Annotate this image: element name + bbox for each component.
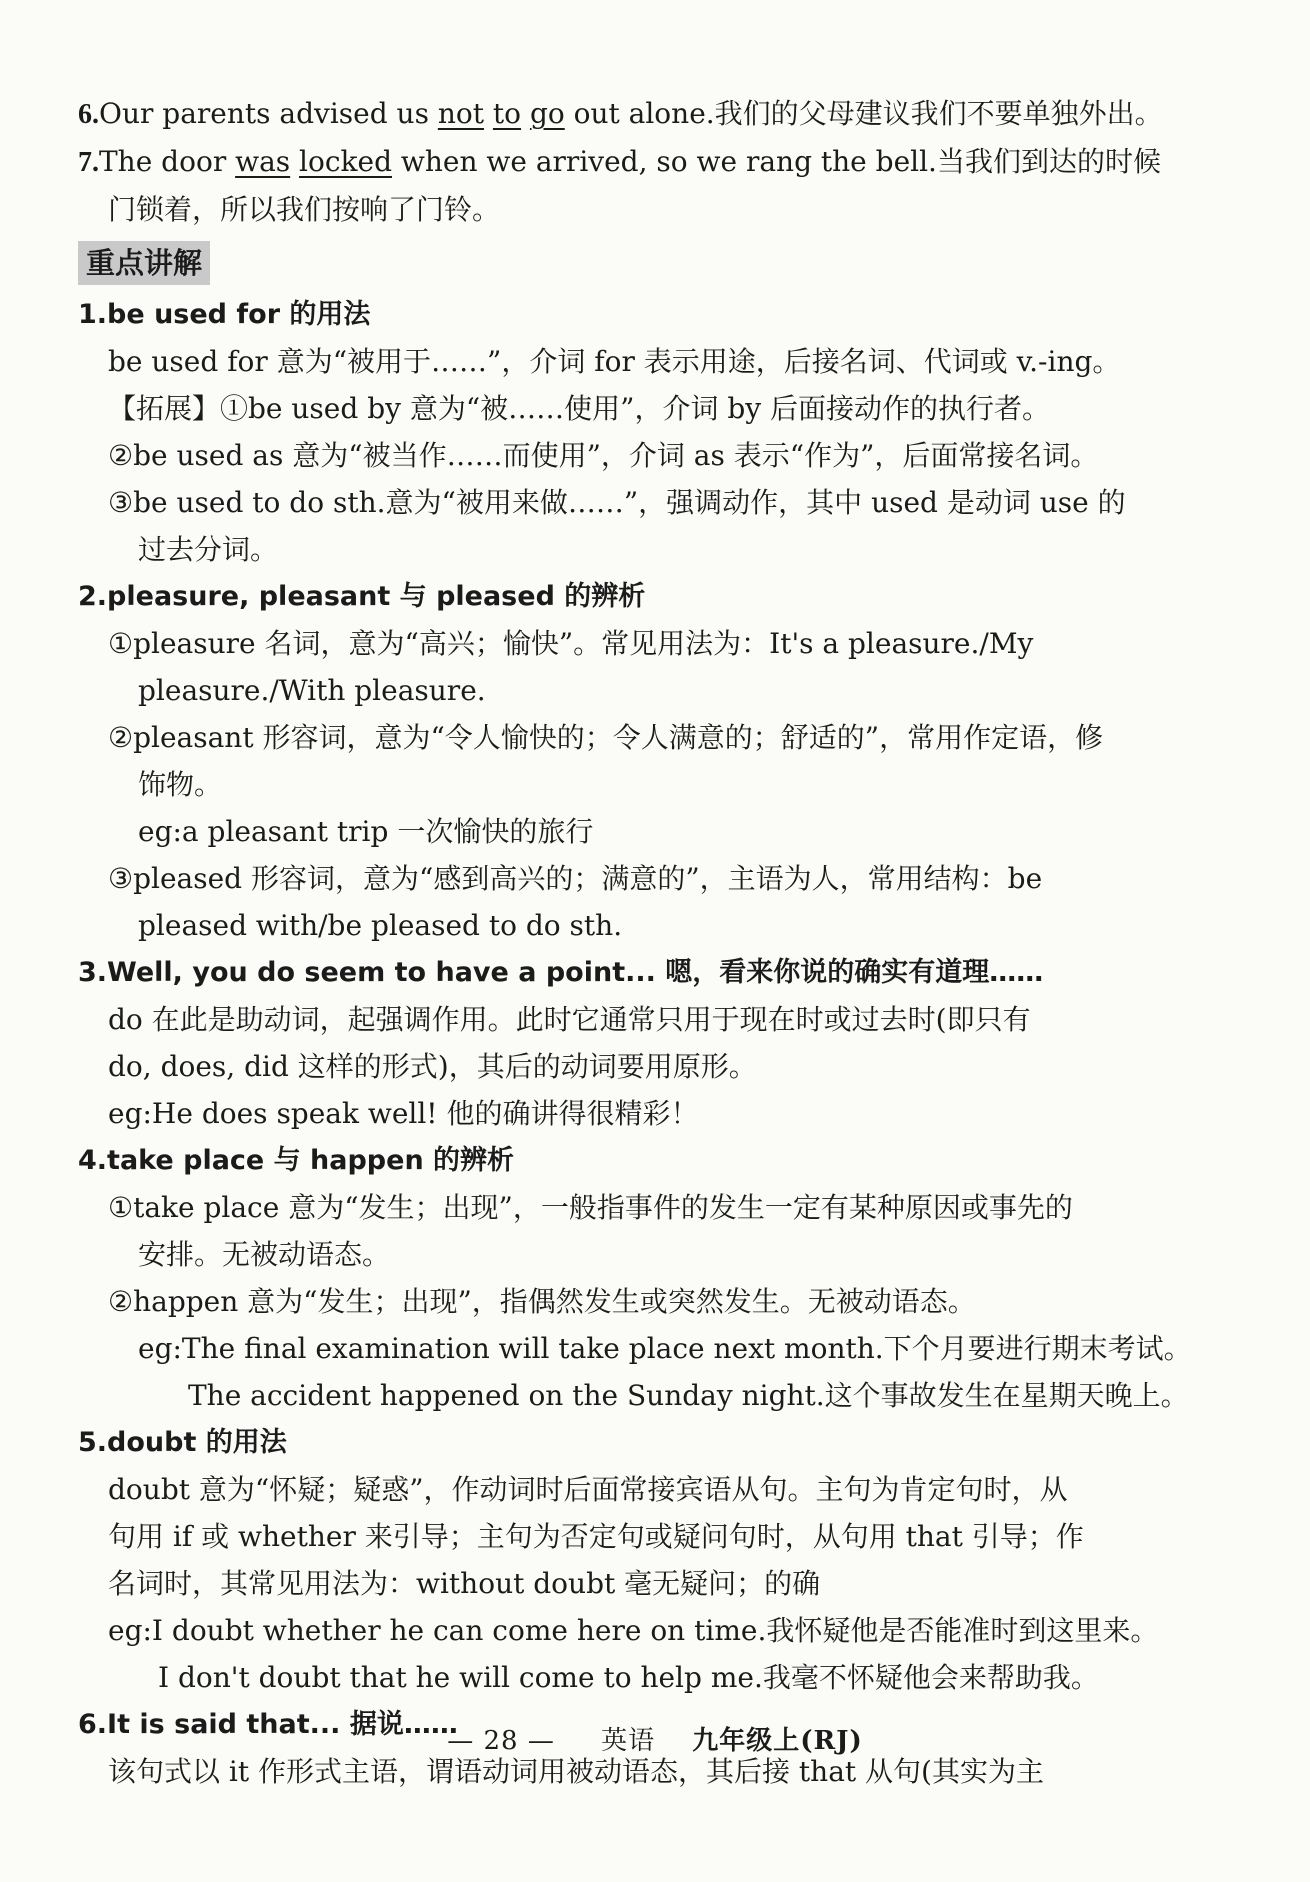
- subject-label: 英语: [601, 1726, 656, 1756]
- point-1-title: 1.be used for 的用法: [78, 299, 371, 330]
- point-5-title: 5.doubt 的用法: [78, 1427, 287, 1458]
- page-number: — 28 —: [447, 1726, 555, 1756]
- grade-label: 九年级上(RJ): [692, 1726, 863, 1756]
- sentence-7: 7.The door was locked when we arrived, so we rang the bell.当我们到达的时候: [78, 145, 1161, 178]
- point-2-a-cont: pleasure./With pleasure.: [138, 674, 486, 707]
- point-4-example-2: The accident happened on the Sunday night.这个事故发生在星期天晚上。: [188, 1379, 1189, 1412]
- point-2-c-cont: pleased with/be pleased to do sth.: [138, 909, 623, 942]
- point-5-example-1: eg:I doubt whether he can come here on time.我怀疑他是否能准时到这里来。: [108, 1614, 1159, 1647]
- point-2-example: eg:a pleasant trip 一次愉快的旅行: [138, 815, 594, 848]
- point-2-title: 2.pleasure, pleasant 与 pleased 的辨析: [78, 581, 646, 612]
- point-1-ext3-cont: 过去分词。: [138, 533, 279, 566]
- point-3-example: eg:He does speak well! 他的确讲得很精彩！: [108, 1097, 699, 1130]
- point-4-example-1: eg:The final examination will take place next month.下个月要进行期末考试。: [138, 1332, 1192, 1365]
- point-1-body: be used for 意为“被用于……”，介词 for 表示用途，后接名词、代词或 v.-ing。: [108, 345, 1121, 378]
- point-5-body-2: 句用 if 或 whether 来引导；主句为否定句或疑问句时，从句用 that 引导；作: [108, 1520, 1084, 1553]
- point-6-body: 该句式以 it 作形式主语，谓语动词用被动语态，其后接 that 从句(其实为主: [108, 1755, 1044, 1788]
- point-4-a-cont: 安排。无被动语态。: [138, 1238, 391, 1271]
- point-5-body: doubt 意为“怀疑；疑惑”，作动词时后面常接宾语从句。主句为肯定句时，从: [108, 1473, 1068, 1506]
- point-6-title: 6.It is said that... 据说……: [78, 1709, 458, 1740]
- point-5-example-2: I don't doubt that he will come to help me.我毫不怀疑他会来帮助我。: [158, 1661, 1099, 1694]
- point-4-b: ②happen 意为“发生；出现”，指偶然发生或突然发生。无被动语态。: [108, 1285, 976, 1318]
- page-footer: [0, 1720, 1310, 1757]
- point-4-title: 4.take place 与 happen 的辨析: [78, 1145, 515, 1176]
- page-body: [78, 90, 1208, 1795]
- point-1-ext3: ③be used to do sth.意为“被用来做……”，强调动作，其中 used 是动词 use 的: [108, 486, 1126, 519]
- point-3-title: 3.Well, you do seem to have a point... 嗯，看来你说的确实有道理……: [78, 957, 1044, 988]
- point-2-b: ②pleasant 形容词，意为“令人愉快的；令人满意的；舒适的”，常用作定语，修: [108, 721, 1104, 754]
- point-1-ext1: 【拓展】①be used by 意为“被……使用”，介词 by 后面接动作的执行者。: [108, 392, 1051, 425]
- point-1-ext2: ②be used as 意为“被当作……而使用”，介词 as 表示“作为”，后面常接名词。: [108, 439, 1099, 472]
- section-title: 重点讲解: [78, 241, 210, 285]
- sentence-7-cont: 门锁着，所以我们按响了门铃。: [108, 193, 501, 226]
- point-3-body: do 在此是助动词，起强调作用。此时它通常只用于现在时或过去时(即只有: [108, 1003, 1031, 1036]
- point-2-c: ③pleased 形容词，意为“感到高兴的；满意的”，主语为人，常用结构：be: [108, 862, 1043, 895]
- point-4-a: ①take place 意为“发生；出现”，一般指事件的发生一定有某种原因或事先的: [108, 1191, 1073, 1224]
- sentence-6: 6.Our parents advised us not to go out alone.我们的父母建议我们不要单独外出。: [78, 97, 1163, 130]
- point-3-body-cont: do, does, did 这样的形式)，其后的动词要用原形。: [108, 1050, 757, 1083]
- point-5-body-3: 名词时，其常见用法为：without doubt 毫无疑问；的确: [108, 1567, 821, 1600]
- point-2-a: ①pleasure 名词，意为“高兴；愉快”。常见用法为：It's a pleasure./My: [108, 627, 1034, 660]
- point-2-b-cont: 饰物。: [138, 768, 223, 801]
